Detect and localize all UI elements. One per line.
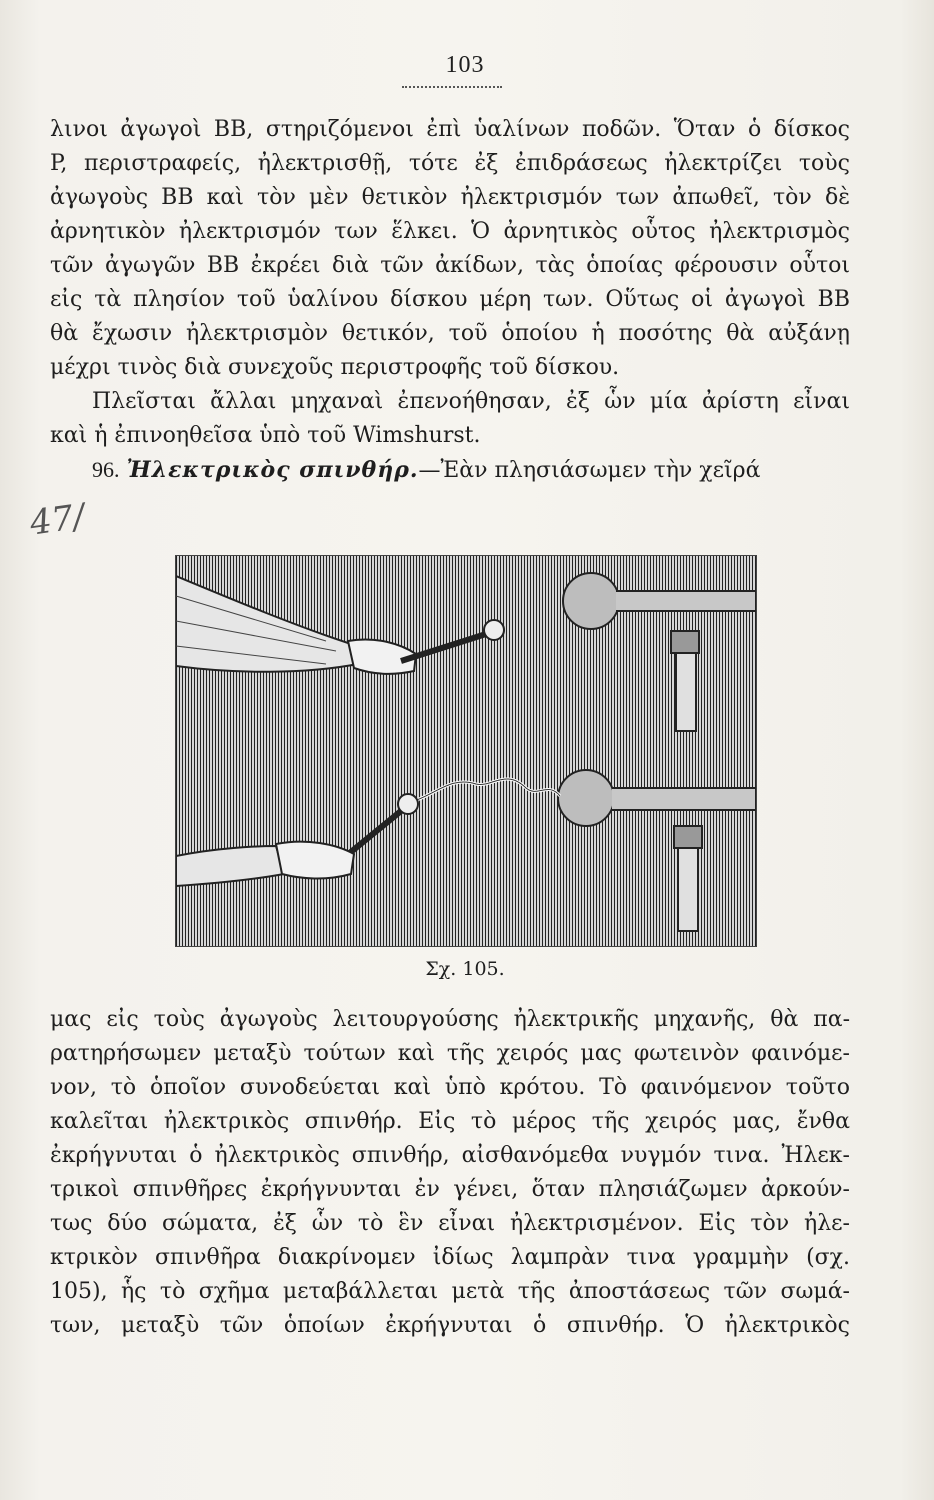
text-line: μας εἰς τοὺς ἀγωγοὺς λειτουργούσης ἠλεκτρικῆς μηχανῆς, θὰ πα-: [50, 1007, 850, 1032]
section-title: Ἠλεκτρικὸς σπινθήρ.: [126, 457, 419, 483]
text-line: λινοι ἀγωγοὶ BB, στηριζόμενοι ἐπὶ ὑαλίνων ποδῶν. Ὅταν ὁ δίσκος: [50, 117, 850, 142]
section-number: 96.: [92, 457, 120, 482]
page-number: 103: [445, 52, 485, 78]
text-line: των, μεταξὺ τῶν ὁποίων ἐκρήγνυται ὁ σπινθήρ. Ὁ ἠλεκτρικὸς: [50, 1313, 850, 1338]
text-line: ἀρνητικὸν ἠλεκτρισμόν των ἕλκει. Ὁ ἀρνητικὸς οὗτος ἠλεκτρισμὸς: [50, 219, 850, 244]
text-line: τως δύο σώματα, ἐξ ὧν τὸ ἓν εἶναι ἠλεκτρισμένον. Εἰς τὸν ἠλε-: [50, 1211, 850, 1236]
section-lead-text: —Ἐὰν πλησιάσωμεν τὴν χεῖρά: [418, 458, 761, 483]
text-line: τῶν ἀγωγῶν BB ἐκρέει διὰ τῶν ἀκίδων, τὰς ὁποίας φέρουσιν οὗτοι: [50, 253, 850, 278]
text-line: P, περιστραφείς, ἠλεκτρισθῇ, τότε ἐξ ἐπιδράσεως ἠλεκτρίζει τοὺς: [50, 151, 850, 176]
handwritten-margin-note: 47/: [27, 496, 88, 544]
spark-engraving: [176, 556, 756, 946]
text-line: θὰ ἔχωσιν ἠλεκτρισμὸν θετικόν, τοῦ ὁποίου ἡ ποσότης θὰ αὐξάνῃ: [50, 321, 850, 346]
text-line: κτρικὸν σπινθῆρα διακρίνομεν ἰδίως λαμπρὰν τινα γραμμὴν (σχ.: [50, 1245, 850, 1270]
text-line: νον, τὸ ὁποῖον συνοδεύεται καὶ ὑπὸ κρότου. Τὸ φαινόμενον τοῦτο: [50, 1075, 850, 1100]
text-line: μέχρι τινὸς διὰ συνεχοῦς περιστροφῆς τοῦ δίσκου.: [50, 355, 620, 380]
text-block-bottom: [50, 1003, 850, 1343]
figure-electric-spark: [175, 555, 757, 947]
text-line: 105), ἧς τὸ σχῆμα μεταβάλλεται μετὰ τῆς ἀποστάσεως τῶν σωμά-: [50, 1279, 850, 1304]
figure-caption: Σχ. 105.: [425, 958, 505, 980]
text-line: εἰς τὰ πλησίον τοῦ ὑαλίνου δίσκου μέρη των. Οὕτως οἱ ἀγωγοὶ BB: [50, 287, 850, 312]
text-line: καὶ ἡ ἐπινοηθεῖσα ὑπὸ τοῦ Wimshurst.: [50, 423, 481, 448]
text-block-top: [50, 113, 850, 487]
text-line: ἐκρήγνυται ὁ ἠλεκτρικὸς σπινθήρ, αἰσθανόμεθα νυγμόν τινα. Ἠλεκ-: [50, 1143, 850, 1168]
text-line: καλεῖται ἠλεκτρικὸς σπινθήρ. Εἰς τὸ μέρος τῆς χειρός μας, ἔνθα: [50, 1109, 850, 1134]
text-line: τρικοὶ σπινθῆρες ἐκρήγνυνται ἐν γένει, ὅταν πλησιάζωμεν ἀρκούν-: [50, 1177, 850, 1202]
text-line: ἀγωγοὺς BB καὶ τὸν μὲν θετικὸν ἠλεκτρισμόν των ἀπωθεῖ, τὸν δὲ: [50, 185, 850, 210]
page-number-rule: [402, 86, 502, 88]
text-line: Πλεῖσται ἄλλαι μηχαναὶ ἐπενοήθησαν, ἐξ ὧν μία ἀρίστη εἶναι: [92, 389, 850, 414]
text-line: ρατηρήσωμεν μεταξὺ τούτων καὶ τῆς χειρός μας φωτεινὸν φαινόμε-: [50, 1041, 850, 1066]
section-heading: [50, 453, 850, 487]
